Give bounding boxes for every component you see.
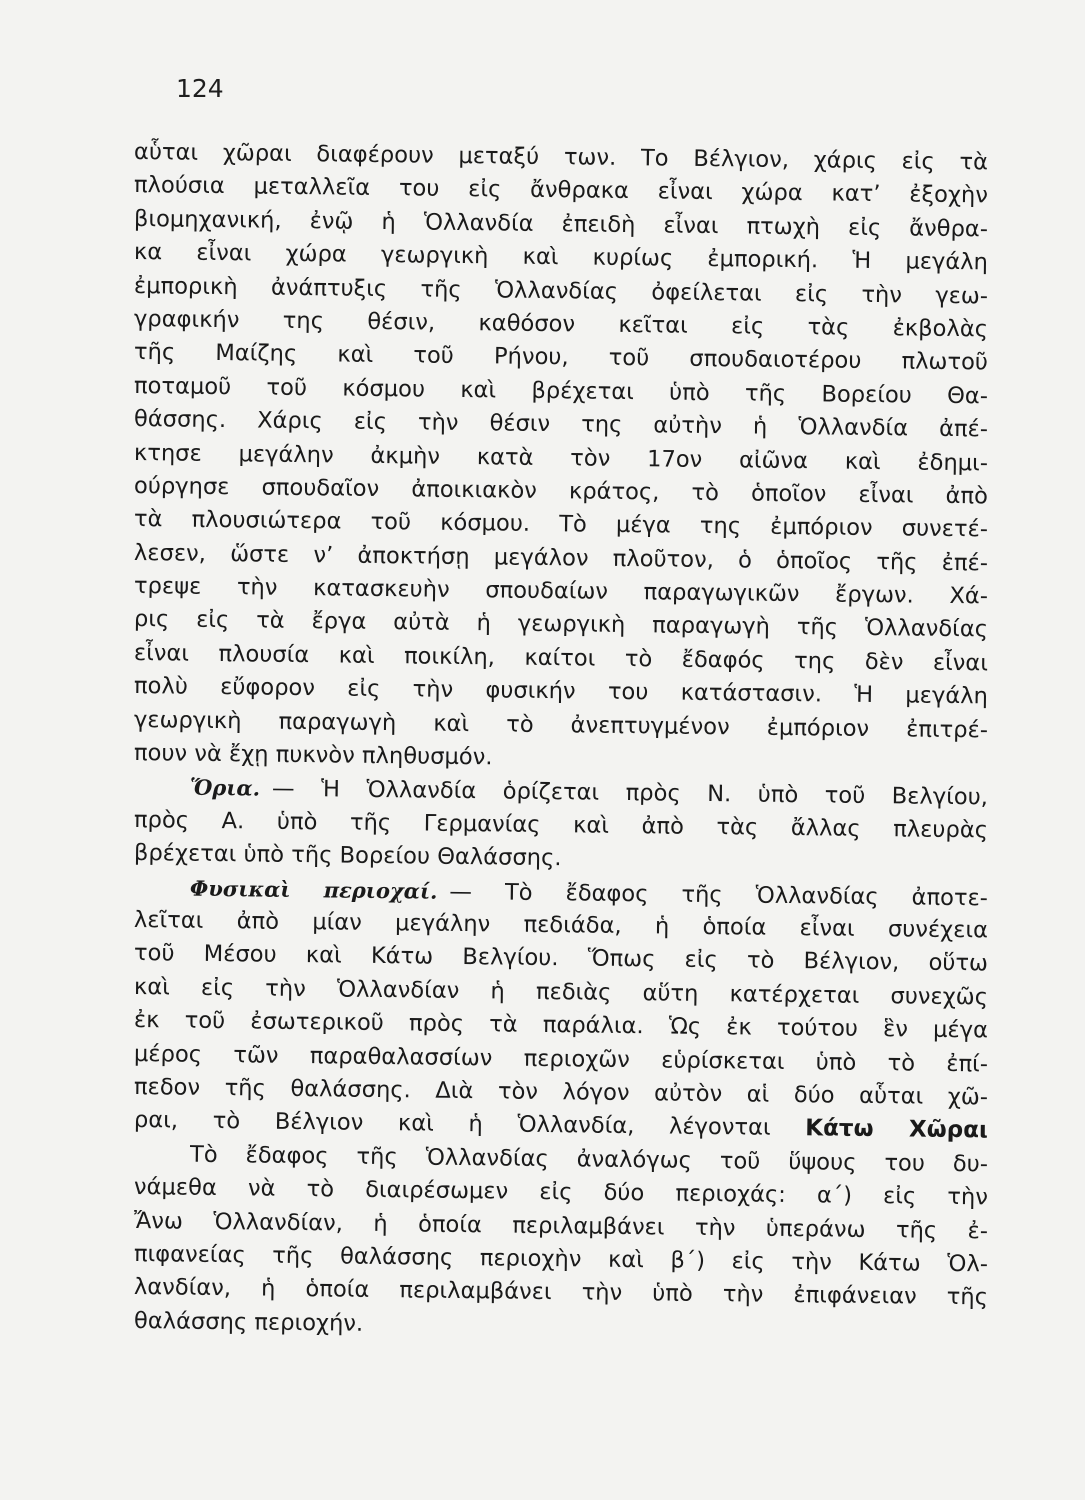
text-line: κτησε μεγάλην ἀκμὴν κατὰ τὸν 17ον αἰῶνα καὶ ἐδημι- [133, 439, 989, 476]
text-span: — Τὸ ἔδαφος τῆς Ὁλλανδίας ἀποτε- [449, 878, 989, 912]
text-line: γεωργικὴ παραγωγὴ καὶ τὸ ἀνεπτυγμένον ἐμπόριον ἐπιτρέ- [133, 706, 989, 744]
text-line: ρις εἰς τὰ ἔργα αὐτὰ ἡ γεωργικὴ παραγωγὴ τῆς Ὁλλανδίας [133, 606, 989, 643]
text-line: ποταμοῦ τοῦ κόσμου καὶ βρέχεται ὑπὸ τῆς Βορείου Θα- [133, 372, 989, 410]
text-line: βρέχεται ὑπὸ τῆς Βορείου Θαλάσσης. [133, 840, 562, 872]
text-line: τρεψε τὴν κατασκευὴν σπουδαίων παραγωγικῶν ἔργων. Χά- [133, 573, 989, 610]
text-line: πεδον τῆς θαλάσσης. Διὰ τὸν λόγον αὐτὸν αἱ δύο αὗται χῶ- [133, 1073, 989, 1111]
section-heading-regions: Φυσικαὶ περιοχαί. [189, 875, 438, 904]
body-text [134, 136, 988, 1338]
text-line: τῆς Μαίζης καὶ τοῦ Ρήνου, τοῦ σπουδαιοτέρου πλωτοῦ [133, 339, 989, 376]
text-line: πλούσια μεταλλεῖα του εἰς ἄνθρακα εἶναι χώρα κατ’ ἐξοχὴν [133, 172, 989, 209]
emphasized-term: Κάτω Χῶραι [805, 1115, 989, 1144]
text-line: ἐμπορικὴ ἀνάπτυξις τῆς Ὁλλανδίας ὀφείλεται εἰς τὴν γεω- [133, 272, 989, 309]
text-line: Ἄνω Ὁλλανδίαν, ἡ ὁποία περιλαμβάνει τὴν ὑπεράνω τῆς ἐ- [133, 1207, 989, 1244]
text-span: ραι, τὸ Βέλγιον καὶ ἡ Ὁλλανδία, λέγονται [133, 1107, 771, 1142]
text-line: πιφανείας τῆς θαλάσσης περιοχὴν καὶ β΄) εἰς τὴν Κάτω Ὁλ- [133, 1240, 989, 1278]
text-line: εἶναι πλουσία καὶ ποικίλη, καίτοι τὸ ἔδαφός της δὲν εἶναι [133, 639, 989, 677]
text-line: λεσεν, ὥστε ν’ ἀποκτήσῃ μεγάλον πλοῦτον, ὁ ὁποῖος τῆς ἐπέ- [133, 539, 989, 577]
text-line: γραφικήν της θέσιν, καθόσον κεῖται εἰς τὰς ἐκβολὰς [133, 305, 989, 343]
text-line: λανδίαν, ἡ ὁποία περιλαμβάνει τὴν ὑπὸ τὴν ἐπιφάνειαν τῆς [133, 1274, 989, 1311]
text-line: τὰ πλουσιώτερα τοῦ κόσμου. Τὸ μέγα της ἐμπόριον συνετέ- [133, 506, 989, 543]
text-line: θάσσης. Χάρις εἰς τὴν θέσιν της αὐτὴν ἡ Ὁλλανδία ἀπέ- [133, 406, 989, 443]
text-line: λεῖται ἀπὸ μίαν μεγάλην πεδιάδα, ἡ ὁποία εἶναι συνέχεια [133, 906, 989, 944]
text-line: πρὸς Α. ὑπὸ τῆς Γερμανίας καὶ ἀπὸ τὰς ἄλλας πλευρὰς [133, 806, 989, 844]
text-line: αὗται χῶραι διαφέρουν μεταξύ των. Το Βέλγιον, χάρις εἰς τὰ [133, 139, 989, 176]
section-heading-borders: Ὅρια. [189, 775, 261, 801]
text-line: βιομηχανική, ἐνῷ ἡ Ὁλλανδία ἐπειδὴ εἶναι πτωχὴ εἰς ἄνθρα- [133, 205, 989, 243]
text-line: μέρος τῶν παραθαλασσίων περιοχῶν εὑρίσκεται ὑπὸ τὸ ἐπί- [133, 1040, 989, 1077]
text-line: τοῦ Μέσου καὶ Κάτω Βελγίου. Ὅπως εἰς τὸ Βέλγιον, οὕτω [133, 940, 989, 977]
text-line: θαλάσσης περιοχήν. [133, 1307, 364, 1337]
text-line: ἐκ τοῦ ἐσωτερικοῦ πρὸς τὰ παράλια. Ὡς ἐκ τούτου ἓν μέγα [133, 1007, 989, 1044]
page-number: 124 [176, 74, 224, 103]
text-line: πολὺ εὔφορον εἰς τὴν φυσικήν του κατάστασιν. Ἡ μεγάλη [133, 673, 989, 710]
text-line: νάμεθα νὰ τὸ διαιρέσωμεν εἰς δύο περιοχάς: α΄) εἰς τὴν [133, 1174, 989, 1211]
text-line: πουν νὰ ἔχῃ πυκνὸν πληθυσμόν. [133, 740, 493, 771]
text-line: κα εἶναι χώρα γεωργικὴ καὶ κυρίως ἐμπορική. Ἡ μεγάλη [133, 239, 989, 276]
text-line: καὶ εἰς τὴν Ὁλλανδίαν ἡ πεδιὰς αὕτη κατέρχεται συνεχῶς [133, 973, 989, 1011]
text-line: Τὸ ἔδαφος τῆς Ὁλλανδίας ἀναλόγως τοῦ ὕψους του δυ- [189, 1141, 989, 1178]
text-span: — Ἡ Ὁλλανδία ὁρίζεται πρὸς Ν. ὑπὸ τοῦ Βελγίου, [271, 776, 989, 811]
text-line: ούργησε σπουδαῖον ἀποικιακὸν κράτος, τὸ ὁποῖον εἶναι ἀπὸ [133, 472, 989, 510]
